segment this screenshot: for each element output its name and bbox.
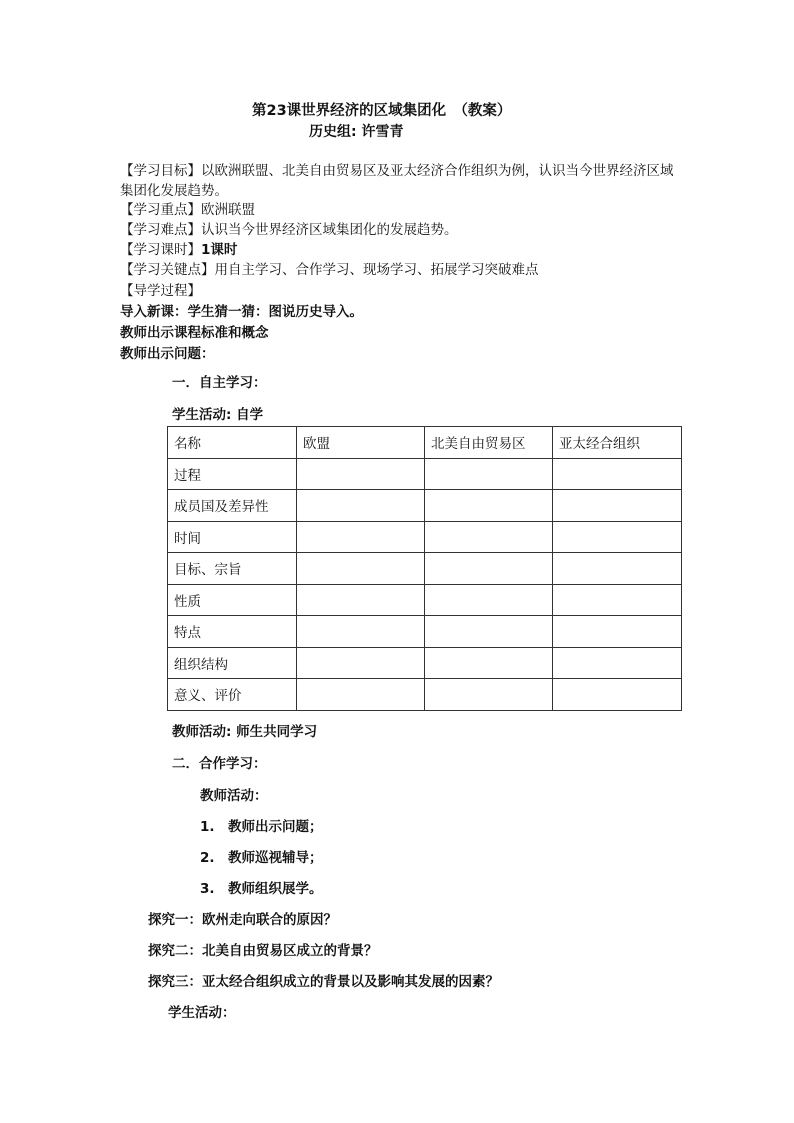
teacher-questions: 教师出示问题： <box>120 346 215 362</box>
table-cell <box>553 458 682 490</box>
row-label: 性质 <box>168 584 297 616</box>
table-row <box>168 490 682 522</box>
focus-text: 欧洲联盟 <box>201 202 255 218</box>
table-cell <box>425 553 553 585</box>
teacher-step: 1. 教师出示问题； <box>200 819 323 835</box>
header-cell: 北美自由贸易区 <box>425 427 553 459</box>
hours-label: 【学习课时】 <box>120 242 201 258</box>
table-row <box>168 553 682 585</box>
key-label: 【学习关键点】 <box>120 262 215 278</box>
section1-teacher-activity: 教师活动: 师生共同学习 <box>172 724 318 740</box>
table-cell <box>553 679 682 711</box>
section1-heading: 一．自主学习： <box>172 375 267 391</box>
process-label: 【导学过程】 <box>120 283 201 299</box>
header-cell: 名称 <box>168 427 297 459</box>
inquiry-item: 探究一：欧州走向联合的原因？ <box>148 912 337 928</box>
teacher-step: 3. 教师组织展学。 <box>200 881 323 897</box>
table-row <box>168 521 682 553</box>
focus-label: 【学习重点】 <box>120 202 201 218</box>
row-label: 过程 <box>168 458 297 490</box>
learning-focus <box>120 200 680 220</box>
section2-heading: 二．合作学习： <box>172 756 267 772</box>
header-cell: 欧盟 <box>297 427 425 459</box>
table-row <box>168 679 682 711</box>
table-cell <box>553 553 682 585</box>
header-cell: 亚太经合组织 <box>553 427 682 459</box>
learning-goal <box>120 161 680 201</box>
table-cell <box>425 647 553 679</box>
difficulty-text: 认识当今世界经济区域集团化的发展趋势。 <box>201 222 458 238</box>
table-cell <box>553 521 682 553</box>
table-cell <box>553 584 682 616</box>
row-label: 意义、评价 <box>168 679 297 711</box>
hours-text: 1课时 <box>201 242 238 258</box>
table-cell <box>297 584 425 616</box>
table-row <box>168 616 682 648</box>
table-cell <box>297 647 425 679</box>
difficulty-label: 【学习难点】 <box>120 222 201 238</box>
lead-in: 导入新课：学生猜一猜：图说历史导入。 <box>120 304 363 320</box>
comparison-table <box>167 426 682 711</box>
table-cell <box>425 616 553 648</box>
table-row <box>168 458 682 490</box>
table-cell <box>425 490 553 522</box>
author-line: 历史组: 许雪青 <box>309 124 404 140</box>
table-cell <box>425 458 553 490</box>
row-label: 时间 <box>168 521 297 553</box>
table-cell <box>297 521 425 553</box>
table-header-row <box>168 427 682 459</box>
table-cell <box>553 490 682 522</box>
goal-label: 【学习目标】 <box>120 163 201 179</box>
table-cell <box>297 490 425 522</box>
learning-difficulty <box>120 220 680 240</box>
section1-activity: 学生活动: 自学 <box>172 407 264 423</box>
table-cell <box>297 458 425 490</box>
table-cell <box>553 647 682 679</box>
student-activity-label: 学生活动： <box>168 1005 236 1021</box>
table-cell <box>425 584 553 616</box>
teacher-step: 2. 教师巡视辅导； <box>200 850 323 866</box>
table-cell <box>297 616 425 648</box>
section2-teacher-label: 教师活动： <box>200 788 268 804</box>
row-label: 目标、宗旨 <box>168 553 297 585</box>
inquiry-item: 探究三：亚太经合组织成立的背景以及影响其发展的因素？ <box>148 974 499 990</box>
learning-hours <box>120 240 680 260</box>
row-label: 组织结构 <box>168 647 297 679</box>
course-standard: 教师出示课程标准和概念 <box>120 325 269 341</box>
row-label: 成员国及差异性 <box>168 490 297 522</box>
key-text: 用自主学习、合作学习、现场学习、拓展学习突破难点 <box>214 262 539 278</box>
learning-key <box>120 260 680 280</box>
table-cell <box>297 679 425 711</box>
table-row <box>168 647 682 679</box>
table-cell <box>553 616 682 648</box>
table-cell <box>297 553 425 585</box>
table-row <box>168 584 682 616</box>
row-label: 特点 <box>168 616 297 648</box>
goal-text: 以欧洲联盟、北美自由贸易区及亚太经济合作组织为例，认识当今世界经济区域集团化发展趋势。 <box>120 163 674 199</box>
inquiry-item: 探究二：北美自由贸易区成立的背景？ <box>148 943 378 959</box>
table-cell <box>425 521 553 553</box>
page-title: 第23课世界经济的区域集团化 （教案） <box>252 103 512 119</box>
table-cell <box>425 679 553 711</box>
